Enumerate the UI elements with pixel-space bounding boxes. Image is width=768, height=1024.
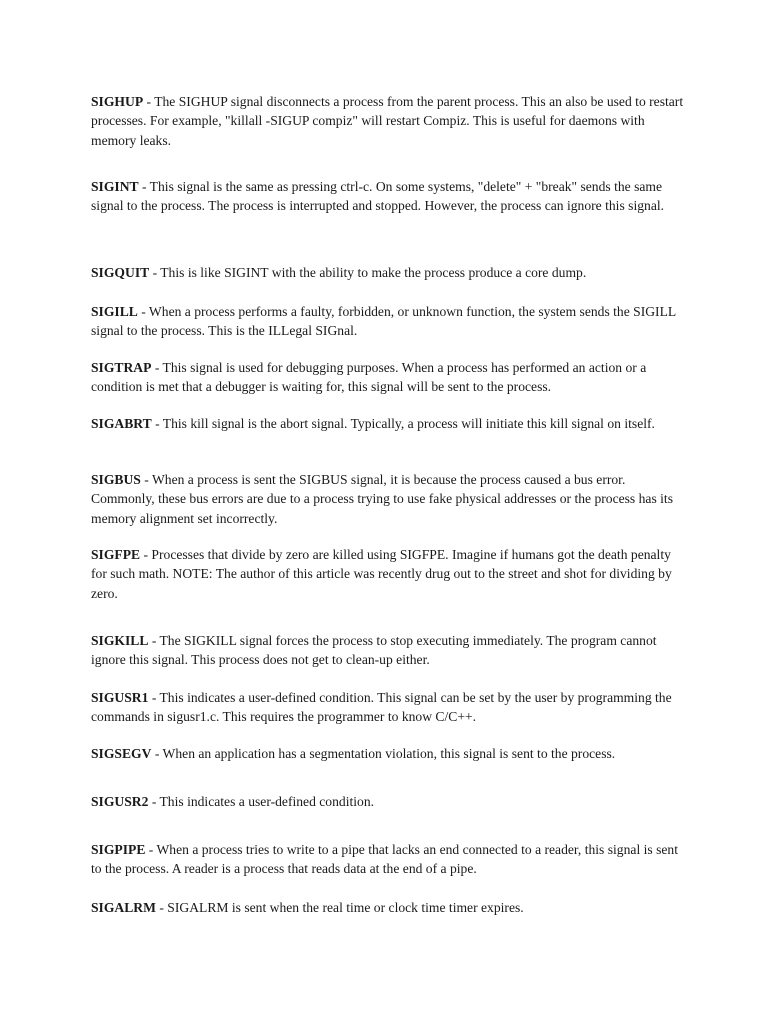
signal-entry-sigint bbox=[91, 177, 685, 216]
signal-name: SIGPIPE bbox=[91, 842, 146, 857]
signal-description: - This indicates a user-defined condition. bbox=[148, 794, 375, 809]
signal-name: SIGKILL bbox=[91, 633, 149, 648]
signal-name: SIGALRM bbox=[91, 900, 156, 915]
signal-entry-sigpipe bbox=[91, 840, 685, 879]
signal-description: - The SIGHUP signal disconnects a process from the parent process. This an also be used to restart processes. For example, "killall -SIGUP compiz" will restart Compiz. This is useful for daemons with memory leaks. bbox=[91, 94, 684, 148]
signal-entry-sigtrap bbox=[91, 358, 685, 397]
signal-description: - This signal is the same as pressing ctrl-c. On some systems, "delete" + "break" sends the same signal to the process. The process is interrupted and stopped. However, the process can ignore this signal. bbox=[91, 179, 665, 214]
signal-entry-sigquit bbox=[91, 263, 685, 282]
signal-description: - The SIGKILL signal forces the process to stop executing immediately. The program cannot ignore this signal. This process does not get to clean-up either. bbox=[91, 633, 657, 668]
signal-entry-sigsegv bbox=[91, 744, 685, 763]
signal-description: - SIGALRM is sent when the real time or clock time timer expires. bbox=[155, 900, 524, 915]
signal-entry-sigbus bbox=[91, 470, 685, 528]
signal-entry-sigusr1 bbox=[91, 688, 685, 727]
signal-description: - When a process is sent the SIGBUS signal, it is because the process caused a bus error. Commonly, these bus errors are due to a process trying to use fake physical addresses or the process has its memory alignment set incorrectly. bbox=[91, 472, 673, 526]
signal-entry-sigkill bbox=[91, 631, 685, 670]
signal-name: SIGABRT bbox=[91, 416, 152, 431]
signal-name: SIGBUS bbox=[91, 472, 141, 487]
signal-description: - Processes that divide by zero are killed using SIGFPE. Imagine if humans got the death penalty for such math. NOTE: The author of this article was recently drug out to the street and shot for dividing by zero. bbox=[91, 547, 672, 601]
signal-description: - This indicates a user-defined condition. This signal can be set by the user by programming the commands in sigusr1.c. This requires the programmer to know C/C++. bbox=[91, 690, 672, 725]
signal-entry-sighup bbox=[91, 92, 685, 150]
signal-description: - This signal is used for debugging purposes. When a process has performed an action or a condition is met that a debugger is waiting for, this signal will be sent to the process. bbox=[91, 360, 647, 395]
signal-name: SIGUSR1 bbox=[91, 690, 149, 705]
signal-description: - This is like SIGINT with the ability to make the process produce a core dump. bbox=[149, 265, 587, 280]
signal-entry-sigfpe bbox=[91, 545, 685, 603]
signal-name: SIGUSR2 bbox=[91, 794, 149, 809]
signal-entry-sigill bbox=[91, 302, 685, 341]
signal-name: SIGTRAP bbox=[91, 360, 152, 375]
signal-description: - This kill signal is the abort signal. Typically, a process will initiate this kill signal on itself. bbox=[151, 416, 655, 431]
signal-description: - When an application has a segmentation violation, this signal is sent to the process. bbox=[151, 746, 616, 761]
signal-description: - When a process tries to write to a pipe that lacks an end connected to a reader, this signal is sent to the process. A reader is a process that reads data at the end of a pipe. bbox=[91, 842, 678, 877]
signal-name: SIGSEGV bbox=[91, 746, 152, 761]
signal-name: SIGHUP bbox=[91, 94, 144, 109]
signal-description: - When a process performs a faulty, forbidden, or unknown function, the system sends the SIGILL signal to the process. This is the ILLegal SIGnal. bbox=[91, 304, 676, 339]
signal-name: SIGILL bbox=[91, 304, 138, 319]
signal-name: SIGFPE bbox=[91, 547, 141, 562]
signal-entry-sigabrt bbox=[91, 414, 685, 433]
signal-name: SIGQUIT bbox=[91, 265, 150, 280]
signal-entry-sigusr2 bbox=[91, 792, 685, 811]
signal-entry-sigalrm bbox=[91, 898, 685, 917]
signal-name: SIGINT bbox=[91, 179, 139, 194]
